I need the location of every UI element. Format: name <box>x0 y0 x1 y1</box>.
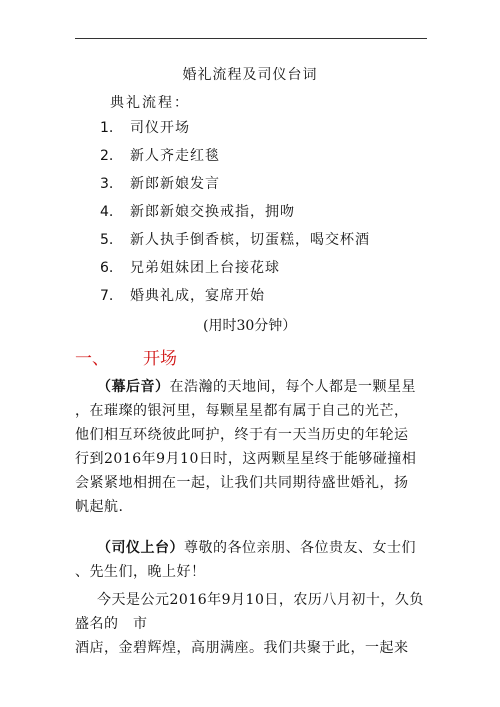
list-item <box>100 146 220 166</box>
header-rule <box>75 38 427 39</box>
list-item-text: 婚典礼成，宴席开始 <box>130 288 265 304</box>
list-item <box>100 202 295 222</box>
paragraph-line: ，在璀璨的银河里，每颗星星都有属于自己的光芒， <box>75 403 409 419</box>
paragraph-host-speech <box>75 588 427 660</box>
paragraph-line: 行到2016年9月10日时，这两颗星星终于能够碰撞相 <box>75 451 417 467</box>
list-item-number: 3. <box>100 176 114 192</box>
paragraph-line: （司仪上台）尊敬的各位亲朋、各位贵友、女士们 <box>97 540 416 556</box>
paragraph-line: 会紧紧地相拥在一起，让我们共同期待盛世婚礼，扬 <box>75 475 409 491</box>
list-item-number: 7. <box>100 288 114 304</box>
paragraph-line: 帆起航. <box>75 499 124 515</box>
document-title: 婚礼流程及司仪台词 <box>182 67 318 83</box>
list-item-text: 新郎新娘交换戒指，拥吻 <box>130 204 295 220</box>
speaker-label: （司仪上台） <box>97 540 184 556</box>
list-item <box>100 286 265 306</box>
list-item-text: 新人齐走红毯 <box>130 148 220 164</box>
list-item-number: 5. <box>100 232 114 248</box>
section-title: 开场 <box>143 349 177 369</box>
list-item-text: 新郎新娘发言 <box>130 176 220 192</box>
paragraph-line: （幕后音）在浩瀚的天地间，每个人都是一颗星星 <box>97 379 416 395</box>
list-item-text: 新人执手倒香槟，切蛋糕，喝交杯酒 <box>130 232 370 248</box>
list-item-text: 兄弟姐妹团上台接花球 <box>130 260 280 276</box>
list-item-number: 4. <box>100 204 114 220</box>
list-item-text: 司仪开场 <box>130 120 190 136</box>
duration-note: (用时30分钟） <box>203 318 297 334</box>
paragraph-line: 、先生们，晚上好！ <box>75 564 206 580</box>
paragraph-host-on-stage <box>75 536 427 584</box>
paragraph-line: 今天是公元2016年9月10日，农历八月初十，久负 <box>97 592 424 608</box>
list-item <box>100 258 280 278</box>
list-item-number: 1. <box>100 120 114 136</box>
paragraph-line: 酒店，金碧辉煌，高朋满座。我们共聚于此，一起来 <box>75 640 409 656</box>
paragraph-line: 盛名的 市 <box>75 616 148 632</box>
section-number: 一、 <box>75 349 109 369</box>
list-item-number: 2. <box>100 148 114 164</box>
list-item <box>100 174 220 194</box>
paragraph-line: 他们相互环绕彼此呵护，终于有一天当历史的年轮运 <box>75 427 409 443</box>
paragraph-offstage-voice <box>75 375 427 519</box>
ceremony-subhead: 典礼流程： <box>110 95 190 111</box>
list-item-number: 6. <box>100 260 114 276</box>
list-item <box>100 118 190 138</box>
section-heading <box>75 344 177 369</box>
list-item <box>100 230 370 250</box>
speaker-label: （幕后音） <box>97 379 170 395</box>
